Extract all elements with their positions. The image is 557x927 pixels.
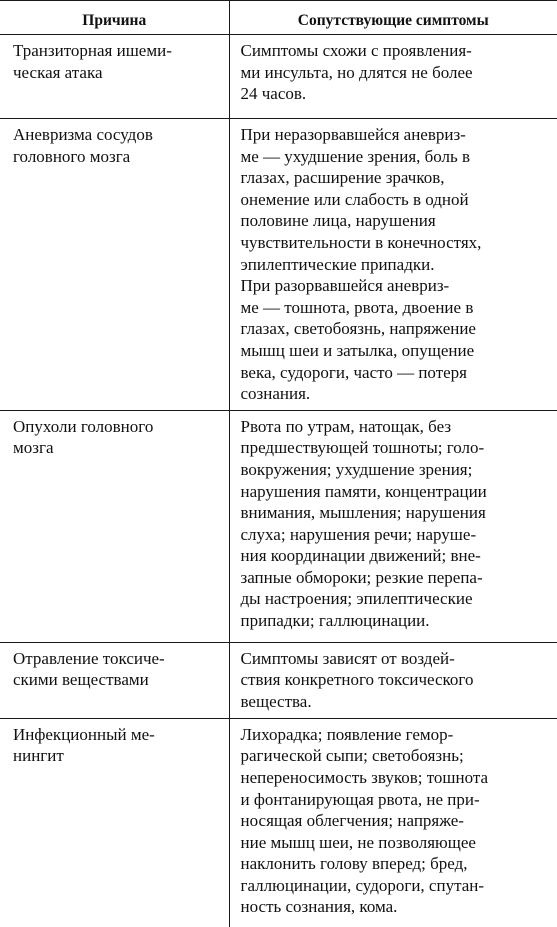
symptoms-cell: Симптомы схожи с проявления- ми инсульта, но длятся не более 24 часов. — [229, 35, 557, 119]
symptoms-cell: Рвота по утрам, натощак, без предшествующей тошноты; голо- вокружения; ухудшение зрения; нарушения памяти, концентрации внимания, мышления; нарушения слуха; нарушения речи; наруше- ния координации движений; вне- запные обмороки; резкие перепа- ды настроения; эпилептические припадки; галлюцинации. — [229, 410, 557, 642]
symptoms-cell: Лихорадка; появление гемор- рагической сыпи; светобоязнь; непереносимость звуков; тошнота и фонтанирующая рвота, не при- носящая облегчения; напряже- ние мышц шеи, не позволяющее наклонить голову вперед; бред, галлюцинации, судороги, спутан- ность сознания, кома. — [229, 718, 557, 927]
table-row — [0, 642, 557, 718]
cause-cell: Аневризма сосудов головного мозга — [0, 119, 229, 411]
header-symptoms: Сопутствующие симптомы — [229, 1, 557, 35]
table-row — [0, 410, 557, 642]
table-row — [0, 718, 557, 927]
symptoms-cell: При неразорвавшейся аневриз- ме — ухудшение зрения, боль в глазах, расширение зрачков, онемение или слабость в одной половине лица, нарушения чувствительности в конечностях, эпилептические припадки. При разорвавшейся аневриз- ме — тошнота, рвота, двоение в глазах, светобоязнь, напряжение мышц шеи и затылка, опущение века, судороги, часто — потеря сознания. — [229, 119, 557, 411]
cause-cell: Опухоли головного мозга — [0, 410, 229, 642]
symptoms-cell: Симптомы зависят от воздей- ствия конкретного токсического вещества. — [229, 642, 557, 718]
table-row — [0, 35, 557, 119]
cause-cell: Инфекционный ме- нингит — [0, 718, 229, 927]
cause-cell: Транзиторная ишеми- ческая атака — [0, 35, 229, 119]
table-row — [0, 119, 557, 411]
cause-cell: Отравление токсиче- скими веществами — [0, 642, 229, 718]
header-cause: Причина — [0, 1, 229, 35]
header-row — [0, 1, 557, 35]
